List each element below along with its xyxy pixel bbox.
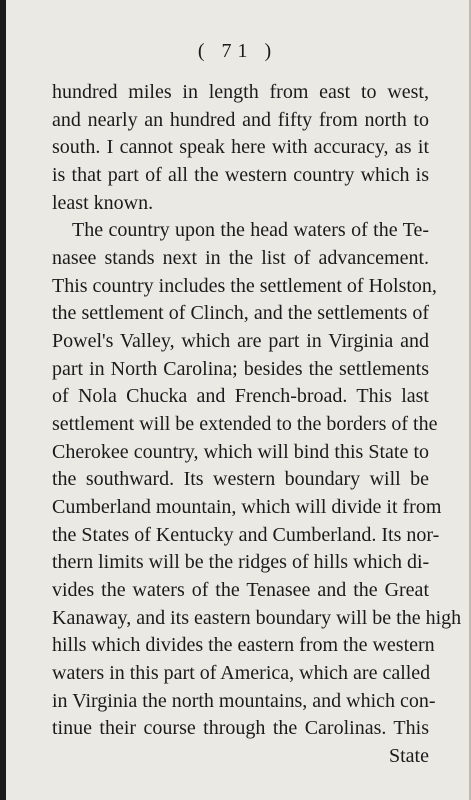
text-line: of Nola Chucka and French-broad. This last [52,385,429,407]
text-line: Kanaway, and its eastern boundary will be the high [52,607,462,629]
text-line: the States of Kentucky and Cumberland. Its nor- [52,524,440,546]
text-line: Cherokee country, which will bind this State to [52,441,429,463]
text-line: Powel's Valley, which are part in Virginia and [52,330,429,352]
page-number: ( 71 ) [197,40,278,62]
text-line: hills which divides the eastern from the western [52,634,435,656]
text-line: waters in this part of America, which are called [52,662,431,684]
text-line: least known. [52,192,154,214]
text-line: thern limits will be the ridges of hills which di- [52,551,430,573]
text-line: Cumberland mountain, which will divide it from [52,496,442,518]
text-line: This country includes the settlement of Holston, [52,275,437,297]
text-line: vides the waters of the Tenasee and the Great [52,579,429,601]
text-line: settlement will be extended to the borders of the [52,413,438,435]
text-line: The country upon the head waters of the Te- [72,219,429,241]
text-line: hundred miles in length from east to west, [52,81,429,103]
catchword: State [389,745,429,767]
text-line: nasee stands next in the list of advancement. [52,247,429,269]
text-line: part in North Carolina; besides the settlements [52,358,429,380]
text-line: in Virginia the north mountains, and which con- [52,690,436,712]
text-line: south. I cannot speak here with accuracy, as it [52,136,429,158]
text-line: tinue their course through the Carolinas. This [52,717,429,739]
text-line: and nearly an hundred and fifty from north to [52,109,429,131]
text-line: is that part of all the western country which is [52,164,429,186]
text-line: the settlement of Clinch, and the settlements of [52,302,429,324]
text-line: the southward. Its western boundary will be [52,468,429,490]
